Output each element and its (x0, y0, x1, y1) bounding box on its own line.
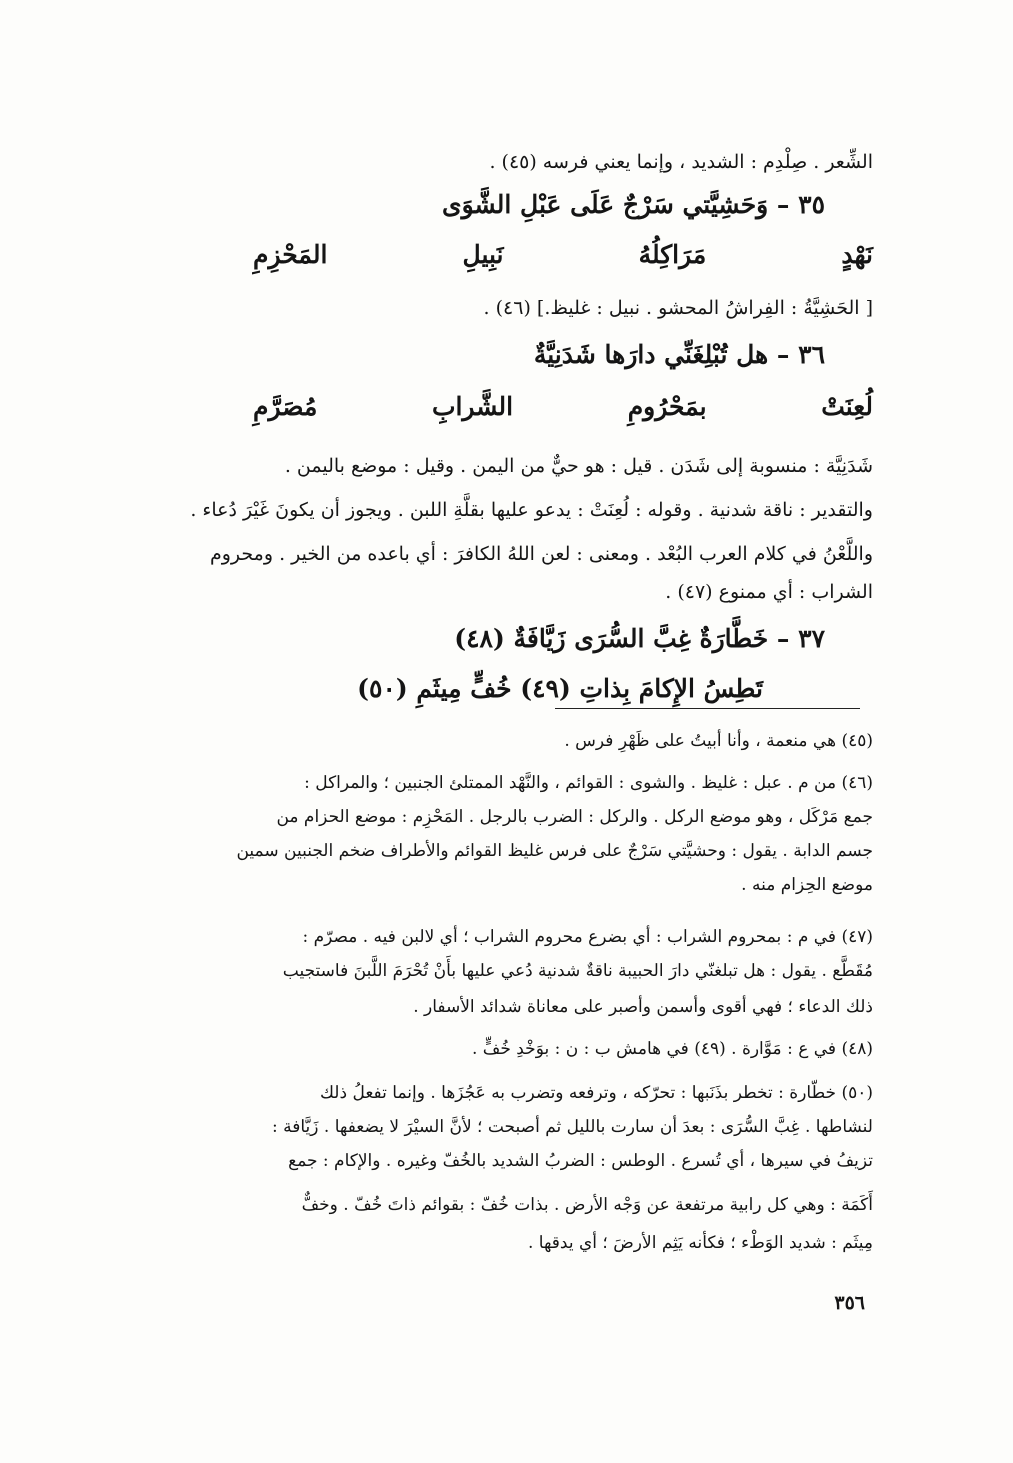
footnote-47-line: (٤٧) في م : بمحروم الشراب : أي بضرع محروم الشراب ؛ أي لالبن فيه . مصرّم : (302, 927, 873, 947)
verse-word: مُصَرَّمِ (253, 392, 318, 421)
footnote-47-line: مُقَطَّع . يقول : هل تبلغنّي دارَ الحبيبة ناقةٌ شدنية دُعي عليها بأَنْ تُحْرَمَ اللَّبنَ فاستجيب (282, 961, 873, 981)
verse-word: المَحْزِمِ (253, 240, 328, 269)
footnote-50-line: لنشاطها . غِبَّ السُّرَى : بعدَ أن سارت بالليل ثم أصبحت ؛ لأنَّ السيْرَ لا يضعفها . زَيَّافة : (271, 1117, 873, 1137)
verse-36-second-hemistich (253, 392, 873, 421)
verse-word: بمَحْرُومِ (627, 392, 707, 421)
footnotes-48-49: (٤٨) في ع : مَوَّارة . (٤٩) في هامش ب : ن : بوَخْدِ خُفٍّ . (471, 1039, 873, 1059)
commentary-line: شَدَنِيَّة : منسوبة إلى شَدَن . قيل : هو حيٌّ من اليمن . وقيل : موضع باليمن . (284, 455, 873, 477)
footnote-50-line: تزيفُ في سيرها ، أي تُسرع . الوطس : الضربُ الشديد بالخُفّ وغيره . والإكام : جمع (288, 1151, 873, 1171)
verse-word: نَبِيلِ (462, 240, 504, 269)
verse-35-second-hemistich (253, 240, 873, 269)
commentary-line: واللَّعْنُ في كلام العرب البُعْد . ومعنى : لعن اللهُ الكافرَ : أي باعده من الخير . ومحروم (209, 543, 873, 565)
verse-37-first-hemistich: ٣٧ – خَطَّارَةٌ غِبَّ السُّرَى زَيَّافَةٌ (٤٨) (454, 624, 825, 653)
gloss-line: [ الحَشِيَّةُ : الفِراشُ المحشو . نبيل : غليظ.] (٤٦) . (483, 297, 873, 319)
page-number: ٣٥٦ (834, 1292, 865, 1314)
verse-word: الشَّرابِ (431, 392, 514, 421)
footnote-47-line: ذلك الدعاء ؛ فهي أقوى وأسمن وأصبر على معاناة شدائد الأسفار . (413, 997, 873, 1017)
footnote-46-line: جسم الدابة . يقول : وحشيَّتي سَرْجٌ على فرس غليظ القوائم والأطراف ضخم الجنبين سمين (236, 841, 873, 861)
verse-word: مَرَاكِلُهُ (638, 240, 707, 269)
verse-36-first-hemistich: ٣٦ – هل تُبْلِغَنِّي دارَها شَدَنِيَّةٌ (533, 340, 825, 369)
footnote-separator (555, 708, 860, 709)
verse-35-first-hemistich: ٣٥ – وَحَشِيَّتي سَرْجٌ عَلَى عَبْلِ الشَّوَى (442, 190, 825, 219)
footnote-46-line: موضع الحِزام منه . (741, 875, 873, 895)
text-line: الشِّعر . صِلْدِم : الشديد ، وإنما يعني فرسه (٤٥) . (489, 151, 873, 173)
footnote-46-line: (٤٦) من م . عبل : غليظ . والشوى : القوائم ، والنَّهْد الممتلئ الجنبين ؛ والمراكل : (304, 773, 873, 793)
footnote-50-line: (٥٠) خطّارة : تخطر بذَنَبها : تحرّكه ، وترفعه وتضرب به عَجُزَها . وإنما تفعلُ ذلك (319, 1083, 873, 1103)
commentary-line: الشراب : أي ممنوع (٤٧) . (665, 581, 873, 603)
footnote-46-line: جمع مَرْكَل ، وهو موضع الركل . والركل : الضرب بالرجل . المَحْزِم : موضع الحزام من (276, 807, 873, 827)
verse-word: لُعِنَتْ (821, 392, 873, 421)
commentary-line: والتقدير : ناقة شدنية . وقوله : لُعِنَتْ : يدعو عليها بقلَّةِ اللبن . ويجوز أن يكونَ غَيْرَ دُعاء . (190, 499, 873, 521)
footnote-50-line: مِيثَم : شديد الوَطْء ؛ فكأنه يَثِم الأرضَ ؛ أي يدقها . (527, 1233, 873, 1253)
footnote-45: (٤٥) هي منعمة ، وأنا أبيتُ على ظَهْرِ فرس . (564, 731, 873, 751)
verse-word: نَهْدٍ (841, 240, 873, 269)
footnote-50-line: أَكَمَة : وهي كل رابية مرتفعة عن وَجْه الأرض . بذات خُفّ : بقوائم ذاتَ خُفّ . وخفٌّ (301, 1195, 873, 1215)
verse-37-second-hemistich: تَطِسُ الإِكامَ بِذاتِ (٤٩) خُفٍّ مِيثَمِ (٥٠) (357, 674, 763, 703)
